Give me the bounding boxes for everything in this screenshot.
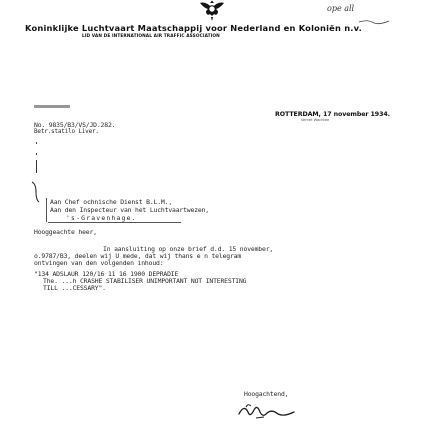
date-subtext: Vemet Wachtee [301,118,330,122]
margin-bar [36,160,37,173]
place-date: ROTTERDAM, 17 november 1934. [275,111,390,118]
paragraph-line-3: ontvingen van den volgenden inhoud: [34,259,164,267]
closing-text: Hoogachtend, [244,390,289,398]
company-name: Koninklijke Luchtvaart Maatschappij voor Nederland en Koloniën n.v. [25,23,362,33]
bracket-mark [30,181,40,203]
association-line: LID VAN DE INTERNATIONAL AIR TRAFFIC ASSOCIATION [82,34,220,39]
handwritten-underline [358,17,390,25]
addressee-underline [48,222,181,223]
margin-tick [36,142,37,144]
salutation: Hooggeachte heer, [34,228,97,236]
addressee-bracket [46,198,47,222]
telegram-line-1: "134 ADSLAUR 120/16 11 16 1900 DEPRADIE [34,270,179,278]
handwritten-note: ope all [327,4,355,13]
addressee-line-3: 's-Gravenhage. [66,214,137,222]
addressee-line-2: Aan den Inspecteur van het Luchtvaartwezen, [50,206,209,214]
paragraph-line-2: o.9787/B3, deelen wij U mede, dat wij thans e n telegram [34,252,242,260]
signature [236,400,298,426]
telegram-line-3: TILL ...CESSARY". [43,284,106,292]
reference-number: No. 9835/B3/VS/JD.282. [34,121,116,129]
klm-emblem [198,0,226,22]
margin-tick [36,153,37,155]
smudge-mark [34,105,70,108]
paragraph-line-1: In aansluiting op onze brief d.d. 15 november, [103,245,274,253]
subject-line: Betr.statilo Liver. [34,128,99,135]
addressee-line-1: Aan Chef ochnische Dienst B.L.M., [50,198,173,206]
telegram-line-2: The. ...h CRASHE STABILISER UNIMPORTANT NOT INTERESTING [43,277,247,285]
